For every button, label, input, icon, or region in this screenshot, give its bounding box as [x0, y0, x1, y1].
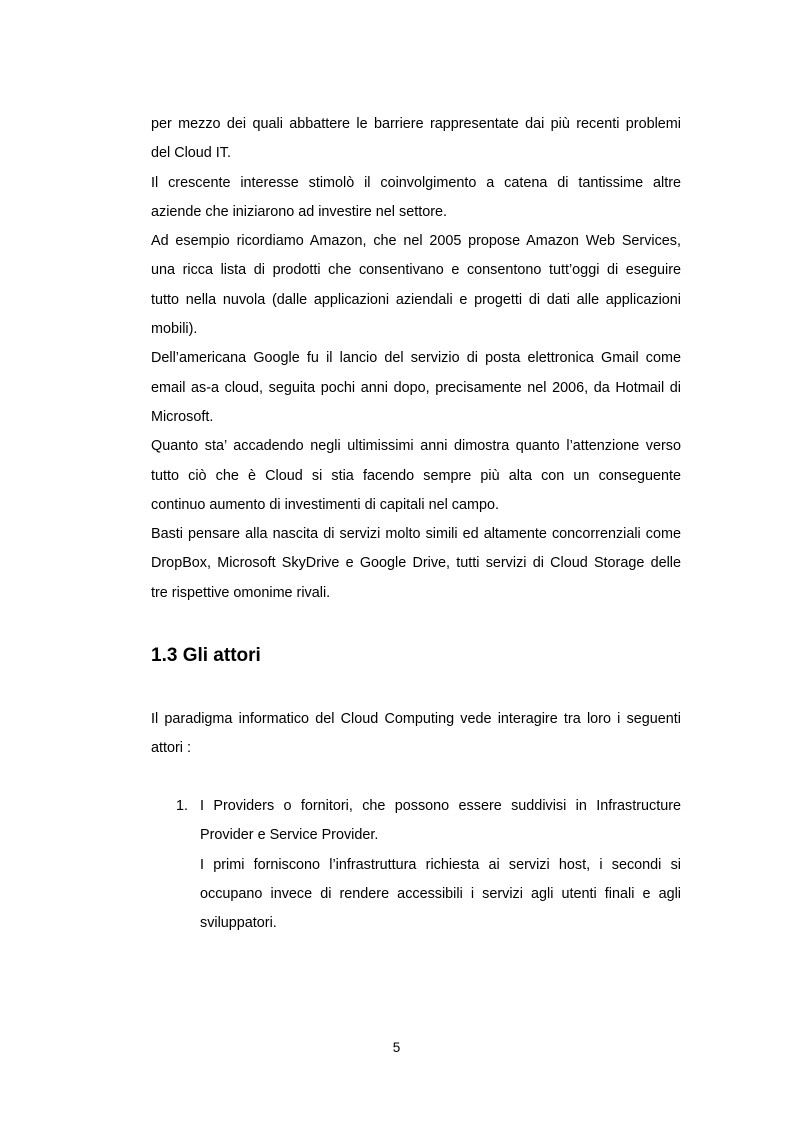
- page-number: 5: [392, 1040, 401, 1055]
- text-line: tre rispettive omonime rivali.: [151, 584, 331, 601]
- list-number: 1.: [176, 798, 189, 814]
- text-line: Microsoft.: [151, 408, 214, 425]
- text-line: I primi forniscono l’infrastruttura richiesta ai servizi host, i secondi si: [200, 856, 681, 873]
- text-line: DropBox, Microsoft SkyDrive e Google Drive, tutti servizi di Cloud Storage delle: [151, 555, 681, 572]
- text-line: Quanto sta’ accadendo negli ultimissimi anni dimostra quanto l’attenzione verso: [151, 438, 681, 455]
- text-line: Il paradigma informatico del Cloud Computing vede interagire tra loro i seguenti: [151, 711, 681, 727]
- text-line: Ad esempio ricordiamo Amazon, che nel 2005 propose Amazon Web Services,: [151, 233, 681, 250]
- text-line: Dell’americana Google fu il lancio del servizio di posta elettronica Gmail come: [151, 350, 681, 367]
- text-line: mobili).: [151, 321, 198, 338]
- text-line: aziende che iniziarono ad investire nel settore.: [151, 203, 447, 220]
- text-line: Provider e Service Provider.: [200, 827, 379, 844]
- text-line: una ricca lista di prodotti che consentivano e consentono tutt’oggi di eseguire: [151, 262, 681, 279]
- section-heading: 1.3 Gli attori: [151, 645, 261, 666]
- text-line: email as-a cloud, seguita pochi anni dopo, precisamente nel 2006, da Hotmail di: [151, 379, 681, 396]
- body-text-top: [151, 110, 681, 608]
- text-line: I Providers o fornitori, che possono essere suddivisi in Infrastructure: [200, 798, 681, 814]
- list-item: [200, 792, 681, 938]
- text-line: tutto ciò che è Cloud si stia facendo sempre più alta con un conseguente: [151, 467, 681, 484]
- text-line: occupano invece di rendere accessibili i servizi agli utenti finali e agli: [200, 885, 681, 902]
- text-line: Basti pensare alla nascita di servizi molto simili ed altamente concorrenziali come: [151, 526, 681, 543]
- section-intro: [151, 705, 681, 764]
- text-line: continuo aumento di investimenti di capitali nel campo.: [151, 496, 499, 513]
- text-line: sviluppatori.: [200, 915, 277, 932]
- text-line: per mezzo dei quali abbattere le barriere rappresentate dai più recenti problemi: [151, 116, 681, 132]
- text-line: del Cloud IT.: [151, 145, 231, 162]
- numbered-list: [176, 792, 681, 942]
- text-line: attori :: [151, 740, 191, 757]
- text-line: Il crescente interesse stimolò il coinvolgimento a catena di tantissime altre: [151, 174, 681, 191]
- text-line: tutto nella nuvola (dalle applicazioni aziendali e progetti di dati alle applicazioni: [151, 291, 681, 308]
